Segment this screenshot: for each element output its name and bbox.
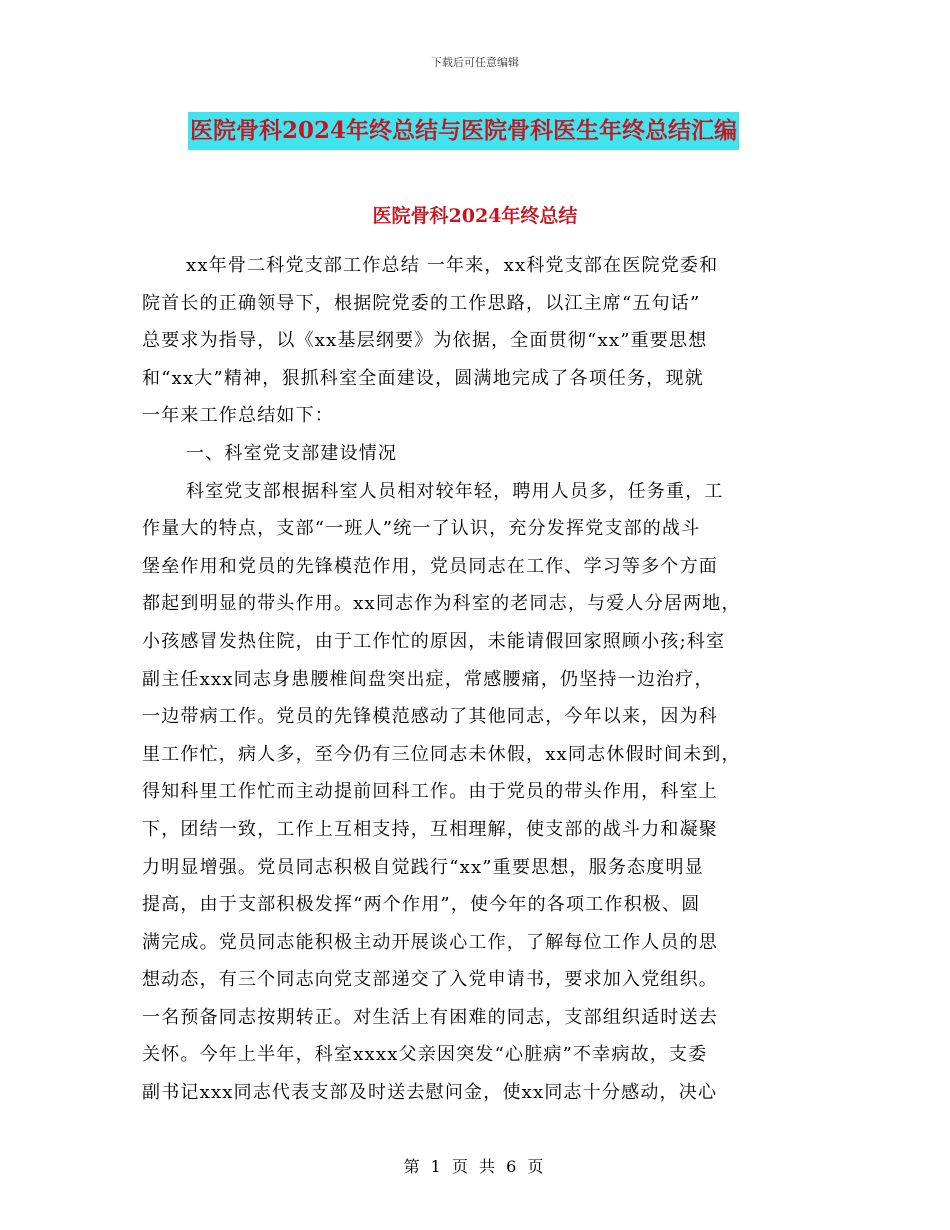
text-line: 想动态，有三个同志向党支部递交了入党申请书，要求加入党组织。 <box>142 969 718 991</box>
header-note: 下载后可任意编辑 <box>431 56 519 69</box>
text-line: 一名预备同志按期转正。对生活上有困难的同志，支部组织适时送去 <box>142 1006 718 1028</box>
text-line: 作量大的特点，支部“一班人”统一了认识，充分发挥党支部的战斗 <box>142 518 701 540</box>
text-line: 提高，由于支部积极发挥“两个作用”，使今年的各项工作积极、圆 <box>142 894 701 916</box>
text-line: 下，团结一致，工作上互相支持，互相理解，使支部的战斗力和凝聚 <box>142 818 718 840</box>
text-line: 都起到明显的带头作用。xx同志作为科室的老同志，与爱人分居两地， <box>142 593 741 615</box>
text-line: 副主任xxx同志身患腰椎间盘突出症，常感腰痛，仍坚持一边治疗， <box>142 668 714 690</box>
body-text <box>142 247 804 1112</box>
text-line: 一年来工作总结如下： <box>142 405 334 427</box>
main-title: 医院骨科2024年终总结与医院骨科医生年终总结汇编 <box>188 112 739 150</box>
text-line: 副书记xxx同志代表支部及时送去慰问金，使xx同志十分感动，决心 <box>142 1082 718 1104</box>
text-line: 小孩感冒发热住院，由于工作忙的原因，未能请假回家照顾小孩;科室 <box>142 630 726 652</box>
text-line: 得知科里工作忙而主动提前回科工作。由于党员的带头作用，科室上 <box>142 781 718 803</box>
text-line: 一、科室党支部建设情况 <box>186 442 398 464</box>
text-line: 满完成。党员同志能积极主动开展谈心工作，了解每位工作人员的思 <box>142 931 718 953</box>
section-title: 医院骨科2024年终总结 <box>372 205 578 227</box>
page-footer: 第 1 页 共 6 页 <box>403 1157 547 1176</box>
text-line: xx年骨二科党支部工作总结 一年来，xx科党支部在医院党委和 <box>186 255 719 276</box>
text-line: 和“xx大”精神，狠抓科室全面建设，圆满地完成了各项任务，现就 <box>142 367 704 389</box>
text-line: 一边带病工作。党员的先锋模范感动了其他同志，今年以来，因为科 <box>142 706 718 728</box>
text-line: 堡垒作用和党员的先锋模范作用，党员同志在工作、学习等多个方面 <box>142 555 718 577</box>
text-line: 里工作忙，病人多，至今仍有三位同志未休假，xx同志休假时间未到， <box>142 743 741 765</box>
text-line: 院首长的正确领导下，根据院党委的工作思路，以江主席“五句话” <box>142 292 701 314</box>
text-line: 关怀。今年上半年，科室xxxx父亲因突发“心脏病”不幸病故，支委 <box>142 1044 708 1066</box>
text-line: 力明显增强。党员同志积极自觉践行“xx”重要思想，服务态度明显 <box>142 856 704 878</box>
text-line: 科室党支部根据科室人员相对较年轻，聘用人员多，任务重，工 <box>186 480 724 502</box>
text-line: 总要求为指导，以《xx基层纲要》为依据，全面贯彻“xx”重要思想 <box>142 330 708 352</box>
